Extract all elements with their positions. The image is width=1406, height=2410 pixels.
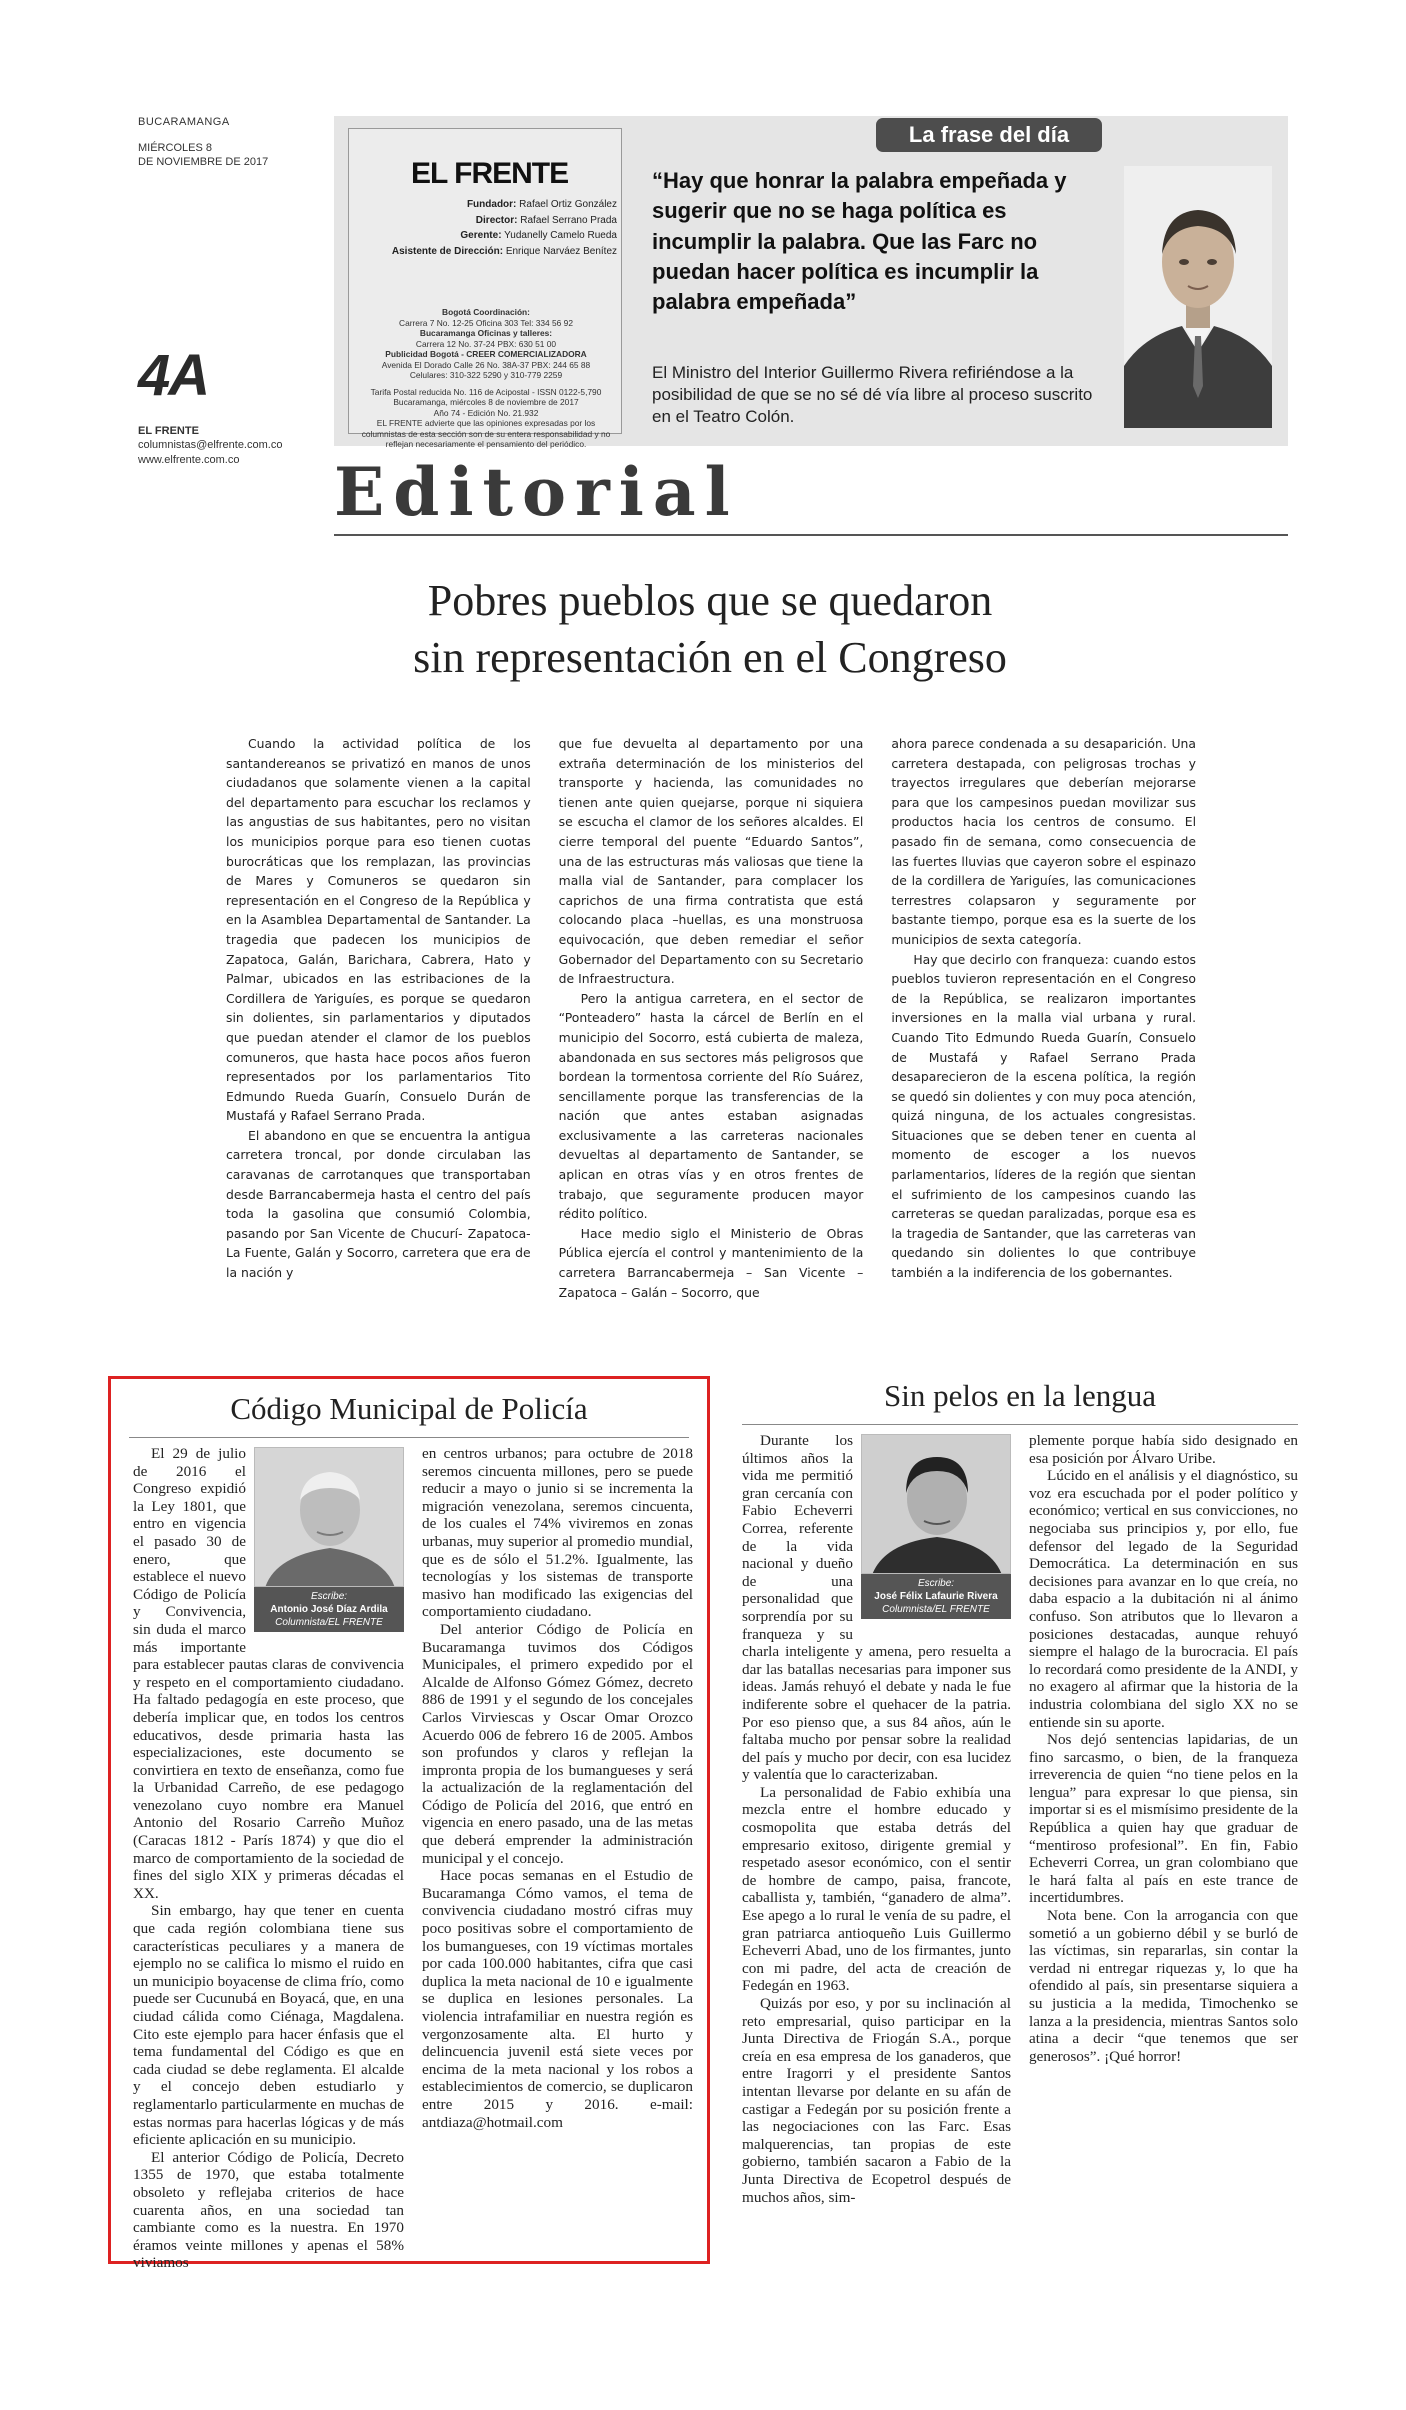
editorial-column-1 — [226, 734, 531, 1324]
office-phones: Celulares: 310-322 5290 y 310-779 2259 — [409, 370, 563, 380]
byline-org: Columnista/EL FRENTE — [275, 1617, 383, 1628]
page-number-text: 4A — [138, 343, 209, 408]
office-text: Carrera 12 No. 37-24 PBX: 630 51 00 — [415, 338, 557, 349]
paragraph: Del anterior Código de Policía en Bucaramanga tuvimos dos Códigos Municipales, el primero expedido por el Alcalde de Alfonso Gómez Gómez, decreto 886 de 1991 y el segundo de los concejales Carlos Virviescas y Oscar Omar Orozco Acuerdo 006 de febrero 16 de 2005. Ambos son profundos y claros y reflejan la impronta propia de los bumangueses y será la actualización de la reglamentación del Código de Policía del 2016, que entró en vigencia en enero pasado, una de las metas que deberá emprender la administración municipal y el concejo. — [422, 1620, 693, 1867]
author-photo-image — [255, 1448, 404, 1587]
paragraph: Nos dejó sentencias lapidarias, de un fino sarcasmo, o bien, de la franqueza irreverencia de quien “no tiene pelos en la lengua” para expresar lo que piensa, sin importar si es el mismísimo presidente de la República a quien hay que graduar de “mentiroso profesional”. En fin, Fabio Echeverri Correa, un gran colombiano que le hará falta al país en este trance de incertidumbres. — [1029, 1731, 1298, 1907]
title-divider — [742, 1424, 1298, 1425]
dateline-block — [138, 116, 328, 170]
paragraph: Hay que decirlo con franqueza: cuando estos pueblos tuvieron representación en el Congreso de la República, se realizaron importantes inversiones en la malla vial urbana y rural. Cuando Tito Edmundo Rueda Guarín, Consuelo de Mustafá y Rafael Serrano Prada desaparecieron de la escena política, la región se quedó sin dolientes y con muy poca atención, quizá ninguna, de los actuales congresistas. Situaciones que se deben tener en cuenta al momento de escoger a los nuevos parlamentarios, líderes de la región que sientan el sufrimiento de los campesinos cuando las carreteras se quedan paralizadas, porque esa es la tragedia de Santander, que las carreteras van quedando sin dolientes lo que contribuye también a la indiferencia de los gobernantes. — [891, 951, 1197, 1281]
staff-name: Enrique Narváez Benítez — [505, 245, 617, 257]
masthead-panel — [348, 128, 622, 449]
office-title: Bogotá Coordinación: — [442, 307, 530, 317]
dateline-city: BUCARAMANGA — [138, 116, 230, 128]
column-title-sinpelos: Sin pelos en la lengua — [883, 1378, 1157, 1413]
office-title: Publicidad Bogotá - CREER COMERCIALIZADORA — [385, 349, 587, 359]
paragraph: Pero la antigua carretera, en el sector de “Ponteadero” hasta la cárcel de Berlín en el municipio del Socorro, está cubierta de maleza, abandonada en sus sectores más peligrosos que bordean la tormentosa corriente del Río Suárez, sencillamente porque las transferencias de la nación que antes estaban asignadas exclusivamente a las carreteras nacionales devueltas al departamento de Santander, se aplican en otras vías y en otros frentes de trabajo, que seguramente producen mayor rédito político. — [558, 990, 864, 1222]
author-caption — [254, 1587, 404, 1632]
byline-role: Escribe: — [917, 1578, 955, 1589]
byline-name: José Félix Lafaurie Rivera — [874, 1591, 998, 1602]
author-photo — [254, 1447, 404, 1587]
dateline-date-line1: MIÉRCOLES 8 — [138, 142, 212, 154]
paragraph: en centros urbanos; para octubre de 2018 seremos cincuenta millones, pero se puede reducir a mayo o junio si se incrementa la migración venezolana, seremos cincuenta, de los cuales el 74% viviremos en zonas urbanas, muy superior al promedio mundial, que es de sólo el 51.2%. Igualmente, las tecnologías y los sistemas de transporte masivo han modificado las exigencias del comportamiento ciudadano. — [422, 1445, 693, 1621]
minister-portrait — [1124, 166, 1272, 428]
paragraph: Nota bene. Con la arrogancia con que sometió a un gobierno débil y se burló de las víctimas, sin repararlas, sin contar la verdad ni entregar riquezas y, lo que ha ofendido al país, sin presentarse siquiera a su justicia a la medida, Timochenko se lanza a la presidencia, mientras Santos solo atina a decir “que tenemos que ser generosos”. ¡Qué horror! — [1029, 1907, 1298, 2065]
staff-name: Rafael Ortiz González — [519, 199, 617, 210]
paragraph: Sin embargo, hay que tener en cuenta que cada región colombiana tiene sus características peculiares y a manera de ejemplo no se califica lo mismo el ruido en un municipio boyacense de clima frío, como puede ser Cucunubá en Boyacá, que, en una ciudad cálida como Ciénaga, Magdalena. Cito este ejemplo para hacer énfasis que el tema fundamental del Código es que en cada ciudad se debe reglamenta. El alcalde y el concejo deben estudiarlo y reglamentarlo particularmente en muchas de estas normas para hacerlas lógicas y de más eficiente aplicación en su municipio. — [133, 1902, 404, 2149]
staff-item — [355, 197, 617, 213]
office-title: Bucaramanga Oficinas y talleres: — [419, 328, 553, 338]
paragraph: Cuando la actividad política de los santandereanos se privatizó en manos de unos ciudadanos que solamente vienen a la capital del departamento para escuchar los reclamos y las angustias de sus habitantes, pero no visitan los municipios porque para eso tienen cuotas burocráticas que los remplazan, las provincias de Mares y Comuneros se quedaron sin representación en el Congreso de la República y en la Asamblea Departamental de Santander. La tragedia que padecen los municipios de Zapatoca, Galán, Barichara, Cabrera, Hato y Palmar, ubicados en las estribaciones de la Cordillera de Yariguíes, es porque se quedaron sin dolientes, sin parlamentarios y diputados que puedan atender el clamor de los pueblos comuneros, que hasta hace pocos años fueron representados por los parlamentarios Tito Edmundo Rueda Guarín, Consuelo Durán de Mustafá y Rafael Serrano Prada. — [226, 736, 531, 1124]
office-text: Avenida El Dorado Calle 26 No. 38A-37 PBX: 244 65 88 — [381, 359, 591, 370]
staff-name: Rafael Serrano Prada — [520, 214, 617, 226]
banner-divider — [334, 534, 1288, 536]
quote-attribution: El Ministro del Interior Guillermo Rivera refiriéndose a la posibilidad de que se no sé dé vía libre al proceso suscrito en el Teatro Colón. — [652, 363, 1093, 427]
author-photo — [861, 1434, 1011, 1574]
editorial-body — [226, 734, 1196, 1324]
column-text-1 — [133, 1445, 404, 2272]
quote-text: “Hay que honrar la palabra empeñada y sugerir que no se haga política es incumplir la palabra. Que las Farc no puedan hacer política es incumplir la palabra empeñada” — [652, 168, 1067, 315]
dateline-date — [138, 142, 328, 170]
frase-del-dia-tab: La frase del día — [876, 118, 1102, 152]
section-banner: Editorial — [334, 453, 739, 531]
title-divider — [129, 1437, 689, 1438]
paper-name: EL FRENTE — [411, 157, 569, 190]
staff-item — [355, 213, 617, 229]
footer-email[interactable]: columnistas@elfrente.com.co — [138, 439, 283, 452]
paragraph: La personalidad de Fabio exhibía una mezcla entre el hombre educado y cosmopolita que estaba detrás del empresario exitoso, dirigente gremial y respetado asesor económico, con el sentir de hombre de campo, paisa, francote, caballista y, también, “ganadero de alma”. Ese apego a lo rural le venía de su padre, el gran patriarca antioqueño Luis Guillermo Echeverri Abad, uno de los firmantes, junto con mi padre, del acta de creación de Fedegán en 1963. — [742, 1783, 1011, 1995]
paragraph: El anterior Código de Policía, Decreto 1355 de 1970, que estaba totalmente obsoleto y reflejaba criterios de hace cuarenta años, en una sociedad tan cambiante como es la nuestra. En 1970 éramos veinte millones y apenas el 58% viviamos — [133, 2148, 404, 2272]
page-footer-contact — [138, 424, 282, 467]
paragraph: Lúcido en el análisis y el diagnóstico, su voz era escuchada por el poder político y económico; vertical en sus convicciones, no negociaba sus principios y, por ello, fue defensor del legado de la Seguridad Democrática. La determinación en sus decisiones para avanzar en lo que creía, no daba espacio a la dubitación ni al ánimo confuso. Son atributos que lo llevaron a posiciones destacadas, aunque rehuyó siempre el halago de la burocracia. El país lo recordará como presidente de la ANDI, y no exagero al afirmar que la historia de la industria colombiana del siglo XX no se entiende sin su aporte. — [1029, 1467, 1298, 1731]
staff-list — [355, 197, 617, 259]
staff-role: Director: — [475, 214, 518, 226]
column-title: Código Municipal de Policía — [230, 1391, 588, 1426]
office-text: Carrera 7 No. 12-25 Oficina 303 Tel: 334 56 92 — [399, 317, 573, 328]
editorial-column-2 — [559, 734, 864, 1324]
header-info-box — [334, 116, 1288, 449]
staff-item — [355, 244, 617, 260]
staff-item — [355, 228, 617, 244]
column-text-1 — [742, 1432, 1011, 2262]
tarifa-date: Bucaramanga, miércoles 8 de noviembre de 2017 — [393, 397, 579, 407]
byline-name: Antonio José Díaz Ardila — [270, 1604, 388, 1615]
column-sinpelos-body — [742, 1432, 1298, 2262]
footer-brand: EL FRENTE — [138, 425, 199, 437]
author-photo-image — [862, 1435, 1011, 1574]
author-photo-block — [254, 1447, 404, 1643]
editorial-headline-line2: sin representación en el Congreso — [413, 633, 1007, 683]
column-text-2 — [422, 1445, 693, 2257]
dateline-date-line2: DE NOVIEMBRE DE 2017 — [138, 155, 269, 168]
column-codigo-policia — [108, 1376, 710, 2272]
paragraph: Hace medio siglo el Ministerio de Obras Pública ejercía el control y mantenimiento de la carretera Barrancabermeja – San Vicente – Zapatoca – Galán – Socorro, que — [558, 1225, 864, 1300]
column-text-2 — [1029, 1432, 1298, 2262]
paragraph: ahora parece condenada a su desaparición. Una carretera destapada, con peligrosas trochas y trayectos irregulares que deberían mejorarse para que los campesinos puedan movilizar sus productos hacia los centros de consumo. El pasado fin de semana, como consecuencia de las fuertes lluvias que cayeron sobre el espinazo de la cordillera de Yariguíes, las comunicaciones terrestres colapsaron y seguramente por bastante tiempo, porque esa es la suerte de los municipios de sexta categoría. — [891, 736, 1197, 947]
paragraph: plemente porque había sido designado en esa posición por Álvaro Uribe. — [1029, 1432, 1298, 1467]
paragraph: Quizás por eso, y por su inclinación al reto empresarial, quiso participar en la Junta Directiva de Friogán S.A., porque creía en esa empresa de los ganaderos, que entre Iragorri y el presidente Santos intentan llevarse por delante en su afán de castigar a Fedegán por su posición frente a las negociaciones con las Farc. Esas malquerencias, tan propias de este gobierno, también sacaron a Fabio de la Junta Directiva de Ecopetrol después de muchos años, sim- — [742, 1995, 1011, 2206]
editorial-headline-line1: Pobres pueblos que se quedaron — [427, 576, 993, 625]
paragraph: que fue devuelta al departamento por una extraña determinación de los ministerios del transporte y hacienda, las comunidades no tienen ante quien quejarse, porque ni siquiera se escucha el clamor de los señores alcaldes. El cierre temporal del puente “Eduardo Santos”, una de las estructuras más valiosas que tiene la malla vial de Santander, para complacer los caprichos de una firma contratista que está colocando placa –huellas, es una monstruosa equivocación, que deben remediar el señor Gobernador del Departamento con su Secretario de Infraestructura. — [558, 736, 864, 987]
staff-role: Fundador: — [466, 199, 517, 210]
author-photo-block — [861, 1434, 1011, 1630]
editorial-column-3 — [891, 734, 1196, 1324]
page-number — [138, 342, 208, 409]
paragraph: El 29 de julio de 2016 el Congreso expidió la Ley 1801, que entro en vigencia el pasado 30 de enero, que establece el nuevo Código de Policía y Convivencia, sin duda el marco más importante para establecer pautas claras de convivencia y respeto en el comportamiento ciudadano. Ha faltado pedagogía en este proceso, que debería implicar que, en todos los centros educativos, desde primaria hasta las especializaciones, este documento se convirtiera en texto de enseñanza, como fue la Urbanidad Carreño, de ese pedagogo venezolano cuyo nombre era Manuel Antonio del Rosario Carreño Muñoz (Caracas 1812 - París 1874) y que dio el marco de comportamiento de la sociedad de fines del siglo XIX y primeras décadas el XX. — [133, 1445, 404, 1902]
edition-number: Año 74 - Edición No. 21.932 — [433, 407, 539, 418]
paragraph: El abandono en que se encuentra la antigua carretera troncal, por donde circulaban las caravanas de carrotanques que transportaban desde Barrancabermeja hasta el centro del país toda la gasolina que consumió Colombia, pasando por San Vicente de Chucurí- Zapatoca- La Fuente, Galán y Socorro, carretera que era de la nación y — [226, 1127, 531, 1281]
tarifa-postal: Tarifa Postal reducida No. 116 de Acipostal - ISSN 0122-5,790 — [370, 386, 602, 397]
column-body — [133, 1445, 693, 2272]
footer-web[interactable]: www.elfrente.com.co — [138, 453, 240, 466]
minister-portrait-image — [1124, 166, 1272, 428]
editorial-headline — [200, 572, 1220, 686]
office-info — [355, 307, 617, 450]
staff-role: Asistente de Dirección: — [391, 245, 504, 257]
disclaimer: EL FRENTE advierte que las opiniones expresadas por los columnistas de esta sección son de su entera responsabilidad y no reflejan necesariamente el pensamiento del periódico. — [361, 418, 611, 449]
paragraph: Hace pocas semanas en el Estudio de Bucaramanga Cómo vamos, el tema de convivencia ciudadano mostró cifras muy poco positivas sobre el comportamiento de los bumangueses, con 19 víctimas mortales por cada 100.000 habitantes, cifra que casi duplica la meta nacional de 10 e igualmente se duplica en lesiones personales. La violencia intrafamiliar en nuestra región es vergonzosamente alta. El hurto y delincuencia juvenil está siete veces por encima de la meta nacional y los robos a establecimientos de comercio, se duplicaron entre 2015 y 2016. e-mail: antdiaza@hotmail.com — [422, 1867, 693, 2131]
staff-name: Yudanelly Camelo Rueda — [504, 230, 617, 241]
paragraph: Durante los últimos años la vida me permitió gran cercanía con Fabio Echeverri Correa, referente de la vida nacional y dueño de una personalidad que sorprendía por su franqueza y su charla inteligente y amena, pero resuelta a dar las batallas necesarias para imponer sus ideas. Jamás rehuyó el debate y nada le fue indiferente sobre el quehacer de la patria. Por eso pienso que, a sus 84 años, aún le faltaba mucho por pensar sobre la realidad del país y mucho por decir, con esa lucidez y valentía que lo caracterizaban. — [742, 1432, 1011, 1784]
byline-role: Escribe: — [310, 1591, 348, 1602]
byline-org: Columnista/EL FRENTE — [882, 1604, 990, 1615]
staff-role: Gerente: — [460, 230, 502, 241]
author-caption — [861, 1574, 1011, 1619]
